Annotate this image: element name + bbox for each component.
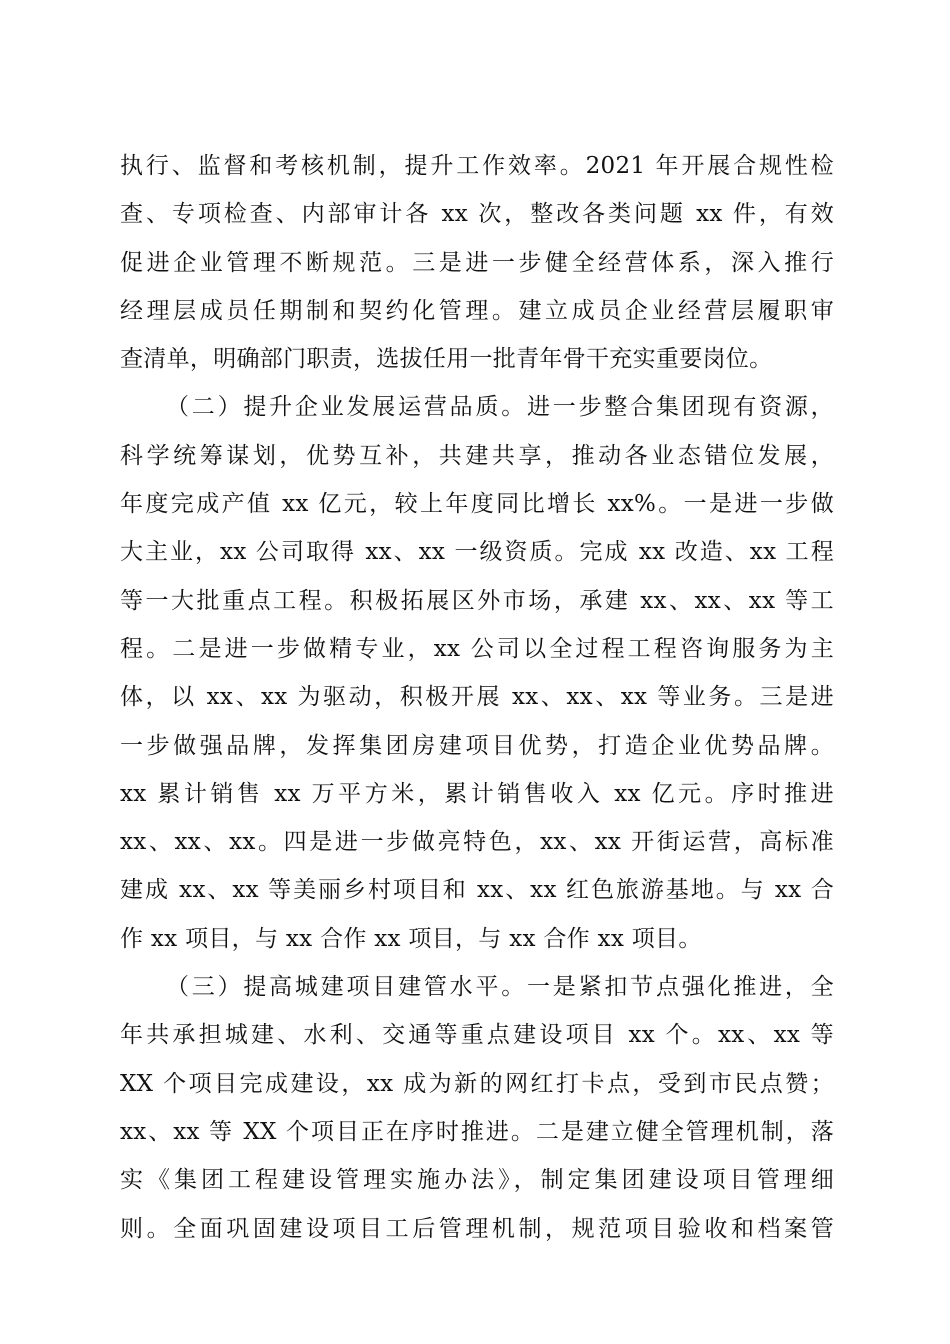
text-line: 等一大批重点工程。积极拓展区外市场，承建 xx、xx、xx 等工 (120, 587, 834, 614)
text-line: 执行、监督和考核机制，提升工作效率。2021 年开展合规性检 (120, 153, 834, 179)
text-line: 实《集团工程建设管理实施办法》，制定集团建设项目管理细 (120, 1167, 834, 1194)
text-line: XX 个项目完成建设，xx 成为新的网红打卡点，受到市民点赞； (120, 1070, 834, 1097)
text-line: 经理层成员任期制和契约化管理。建立成员企业经营层履职审 (120, 297, 834, 324)
text-line: 查、专项检查、内部审计各 xx 次，整改各类问题 xx 件，有效 (120, 201, 834, 228)
text-line: 体，以 xx、xx 为驱动，积极开展 xx、xx、xx 等业务。三是进 (120, 684, 834, 711)
text-line: 建成 xx、xx 等美丽乡村项目和 xx、xx 红色旅游基地。与 xx 合 (120, 877, 834, 904)
paragraph-section-3 (120, 963, 834, 1253)
paragraph-continued (120, 142, 834, 383)
text-line: xx 累计销售 xx 万平方米，累计销售收入 xx 亿元。序时推进 (120, 780, 834, 807)
text-line: xx、xx 等 XX 个项目正在序时推进。二是建立健全管理机制，落 (120, 1118, 834, 1145)
text-line: 一步做强品牌，发挥集团房建项目优势，打造企业优势品牌。 (120, 732, 834, 759)
text-line: 则。全面巩固建设项目工后管理机制，规范项目验收和档案管 (120, 1215, 834, 1242)
document-body (120, 142, 834, 1253)
text-line: 大主业，xx 公司取得 xx、xx 一级资质。完成 xx 改造、xx 工程 (120, 539, 834, 566)
text-line: xx、xx、xx。四是进一步做亮特色，xx、xx 开街运营，高标准 (120, 829, 834, 856)
section-heading-line: （二）提升企业发展运营品质。进一步整合集团现有资源， (166, 394, 834, 421)
text-line: 年共承担城建、水利、交通等重点建设项目 xx 个。xx、xx 等 (120, 1022, 834, 1049)
text-line: 程。二是进一步做精专业，xx 公司以全过程工程咨询服务为主 (120, 635, 834, 662)
text-line: 促进企业管理不断规范。三是进一步健全经营体系，深入推行 (120, 249, 834, 276)
text-line: 科学统筹谋划，优势互补，共建共享，推动各业态错位发展， (120, 442, 834, 469)
text-line: 查清单，明确部门职责，选拔任用一批青年骨干充实重要岗位。 (120, 346, 773, 373)
section-heading-line: （三）提高城建项目建管水平。一是紧扣节点强化推进，全 (166, 974, 834, 1001)
text-line: 作 xx 项目，与 xx 合作 xx 项目，与 xx 合作 xx 项目。 (120, 925, 702, 952)
text-line: 年度完成产值 xx 亿元，较上年度同比增长 xx%。一是进一步做 (120, 491, 834, 518)
paragraph-section-2 (120, 383, 834, 963)
